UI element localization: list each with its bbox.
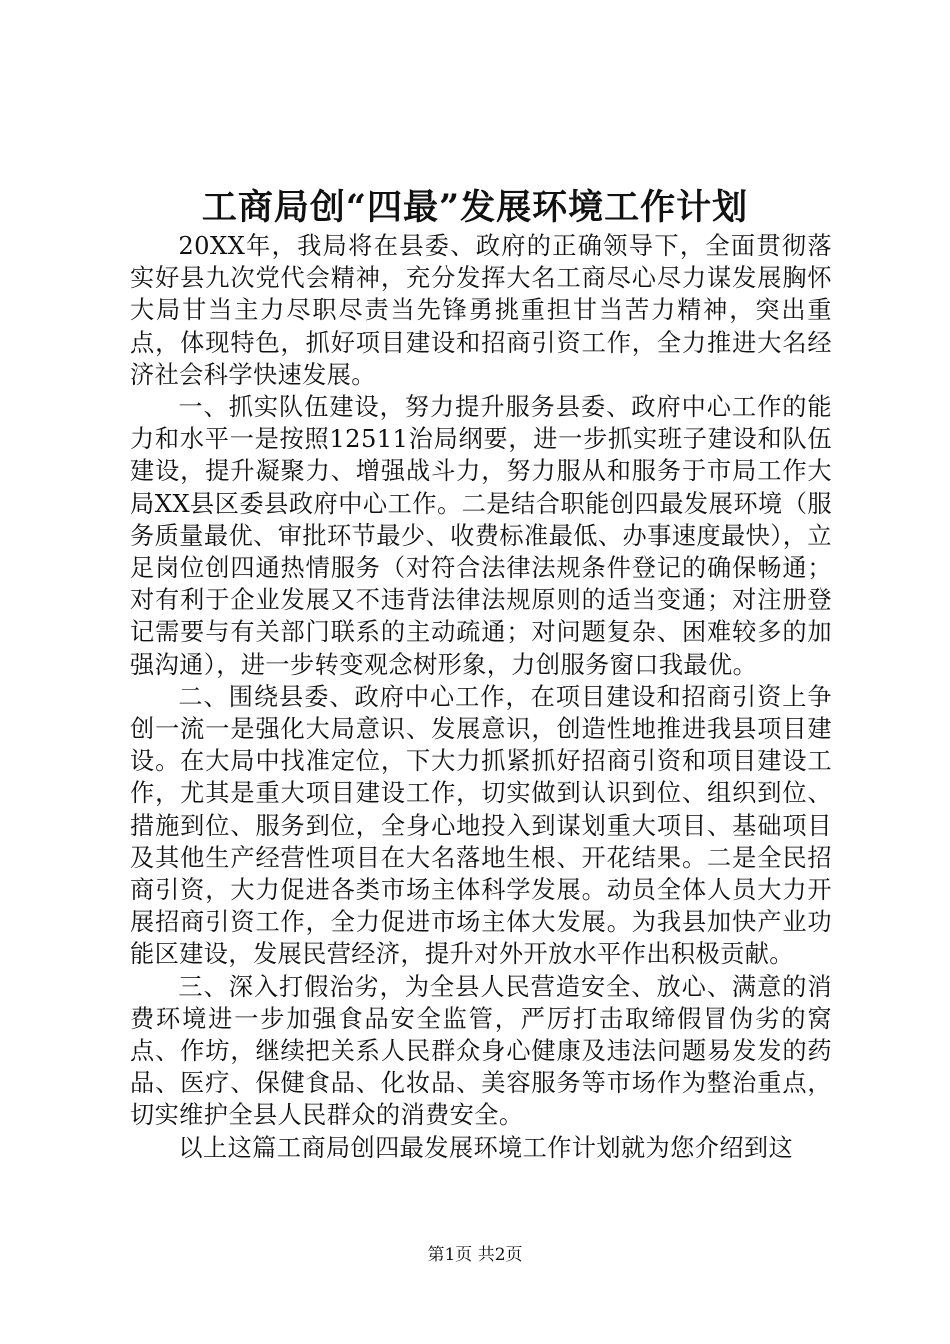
paragraph-section-1: 一、抓实队伍建设，努力提升服务县委、政府中心工作的能力和水平一是按照12511治局纲要，进一步抓实班子建设和队伍建设，提升凝聚力、增强战斗力，努力服从和服务于市局工作大局XX县区委县政府中心工作。二是结合职能创四最发展环境（服务质量最优、审批环节最少、收费标准最低、办事速度最快），立足岗位创四通热情服务（对符合法律法规条件登记的确保畅通；对有利于企业发展又不违背法律法规原则的适当变通；对注册登记需要与有关部门联系的主动疏通；对问题复杂、困难较多的加强沟通），进一步转变观念树形象，力创服务窗口我最优。 xyxy=(130,393,832,679)
document-body xyxy=(130,230,832,1164)
page-footer: 第1页 共2页 xyxy=(427,1245,523,1265)
paragraph-section-2: 二、围绕县委、政府中心工作，在项目建设和招商引资上争创一流一是强化大局意识、发展意识，创造性地推进我县项目建设。在大局中找准定位，下大力抓紧抓好招商引资和项目建设工作，尤其是重大项目建设工作，切实做到认识到位、组织到位、措施到位、服务到位，全身心地投入到谋划重大项目、基础项目及其他生产经营性项目在大名落地生根、开花结果。二是全民招商引资，大力促进各类市场主体科学发展。动员全体人员大力开展招商引资工作，全力促进市场主体大发展。为我县加快产业功能区建设，发展民营经济，提升对外开放水平作出积极贡献。 xyxy=(130,682,832,969)
paragraph-section-3: 三、深入打假治劣，为全县人民营造安全、放心、满意的消费环境进一步加强食品安全监管，严厉打击取缔假冒伪劣的窝点、作坊，继续把关系人民群众身心健康及违法问题易发发的药品、医疗、保健食品、化妆品、美容服务等市场作为整治重点，切实维护全县人民群众的消费安全。 xyxy=(130,972,832,1130)
paragraph-intro: 20XX年，我局将在县委、政府的正确领导下，全面贯彻落实好县九次党代会精神，充分发挥大名工商尽心尽力谋发展胸怀大局甘当主力尽职尽责当先锋勇挑重担甘当苦力精神，突出重点，体现特色，抓好项目建设和招商引资工作，全力推进大名经济社会科学快速发展。 xyxy=(130,232,832,389)
document-title: 工商局创“四最”发展环境工作计划 xyxy=(201,187,749,228)
paragraph-closing: 以上这篇工商局创四最发展环境工作计划就为您介绍到这 xyxy=(178,1133,794,1162)
